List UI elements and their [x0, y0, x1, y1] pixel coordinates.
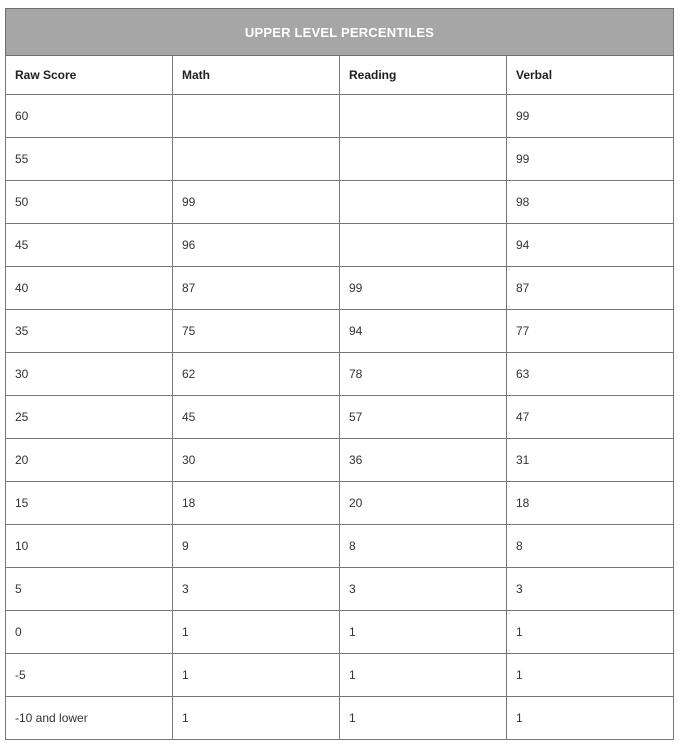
- table-row: [6, 525, 674, 568]
- cell-reading: [340, 224, 507, 267]
- cell-math: 45: [173, 396, 340, 439]
- cell-verbal: 47: [507, 396, 674, 439]
- cell-raw-score: 0: [6, 611, 173, 654]
- cell-math: 1: [173, 654, 340, 697]
- cell-raw-score: 30: [6, 353, 173, 396]
- column-header-math: Math: [173, 56, 340, 95]
- cell-raw-score: 20: [6, 439, 173, 482]
- table-title: UPPER LEVEL PERCENTILES: [6, 9, 674, 56]
- table-row: [6, 224, 674, 267]
- table-row: [6, 396, 674, 439]
- upper-level-percentiles-table: [5, 8, 674, 740]
- column-header-raw-score: Raw Score: [6, 56, 173, 95]
- cell-reading: [340, 95, 507, 138]
- cell-math: 30: [173, 439, 340, 482]
- cell-verbal: 1: [507, 611, 674, 654]
- cell-verbal: 3: [507, 568, 674, 611]
- cell-raw-score: 10: [6, 525, 173, 568]
- cell-raw-score: 50: [6, 181, 173, 224]
- cell-verbal: 63: [507, 353, 674, 396]
- cell-math: 1: [173, 611, 340, 654]
- cell-reading: 1: [340, 611, 507, 654]
- cell-raw-score: 40: [6, 267, 173, 310]
- cell-raw-score: 55: [6, 138, 173, 181]
- cell-math: 75: [173, 310, 340, 353]
- cell-reading: 94: [340, 310, 507, 353]
- table-row: [6, 439, 674, 482]
- table-row: [6, 310, 674, 353]
- cell-raw-score: 45: [6, 224, 173, 267]
- cell-verbal: 1: [507, 654, 674, 697]
- cell-reading: 78: [340, 353, 507, 396]
- cell-math: 3: [173, 568, 340, 611]
- table-row: [6, 95, 674, 138]
- table-row: [6, 138, 674, 181]
- cell-reading: 8: [340, 525, 507, 568]
- cell-math: 96: [173, 224, 340, 267]
- table-row: [6, 181, 674, 224]
- cell-verbal: 31: [507, 439, 674, 482]
- cell-raw-score: 60: [6, 95, 173, 138]
- percentile-table-container: [5, 8, 673, 740]
- cell-verbal: 99: [507, 138, 674, 181]
- cell-math: 9: [173, 525, 340, 568]
- cell-reading: 20: [340, 482, 507, 525]
- column-header-reading: Reading: [340, 56, 507, 95]
- cell-math: [173, 138, 340, 181]
- cell-raw-score: -5: [6, 654, 173, 697]
- column-header-verbal: Verbal: [507, 56, 674, 95]
- cell-reading: 36: [340, 439, 507, 482]
- table-header-row: [6, 56, 674, 95]
- cell-math: 1: [173, 697, 340, 740]
- table-row: [6, 353, 674, 396]
- cell-verbal: 94: [507, 224, 674, 267]
- cell-math: 99: [173, 181, 340, 224]
- table-row: [6, 267, 674, 310]
- cell-verbal: 77: [507, 310, 674, 353]
- cell-reading: 3: [340, 568, 507, 611]
- cell-reading: 99: [340, 267, 507, 310]
- cell-math: 18: [173, 482, 340, 525]
- table-row: [6, 482, 674, 525]
- cell-raw-score: -10 and lower: [6, 697, 173, 740]
- cell-reading: 57: [340, 396, 507, 439]
- cell-raw-score: 25: [6, 396, 173, 439]
- cell-raw-score: 5: [6, 568, 173, 611]
- table-row: [6, 654, 674, 697]
- cell-verbal: 98: [507, 181, 674, 224]
- cell-raw-score: 15: [6, 482, 173, 525]
- table-row: [6, 568, 674, 611]
- cell-math: 62: [173, 353, 340, 396]
- cell-verbal: 99: [507, 95, 674, 138]
- table-row: [6, 697, 674, 740]
- cell-reading: 1: [340, 654, 507, 697]
- cell-verbal: 18: [507, 482, 674, 525]
- cell-reading: [340, 181, 507, 224]
- cell-reading: [340, 138, 507, 181]
- cell-math: 87: [173, 267, 340, 310]
- cell-verbal: 87: [507, 267, 674, 310]
- cell-math: [173, 95, 340, 138]
- cell-verbal: 1: [507, 697, 674, 740]
- table-row: [6, 611, 674, 654]
- table-title-row: [6, 9, 674, 56]
- cell-verbal: 8: [507, 525, 674, 568]
- cell-reading: 1: [340, 697, 507, 740]
- cell-raw-score: 35: [6, 310, 173, 353]
